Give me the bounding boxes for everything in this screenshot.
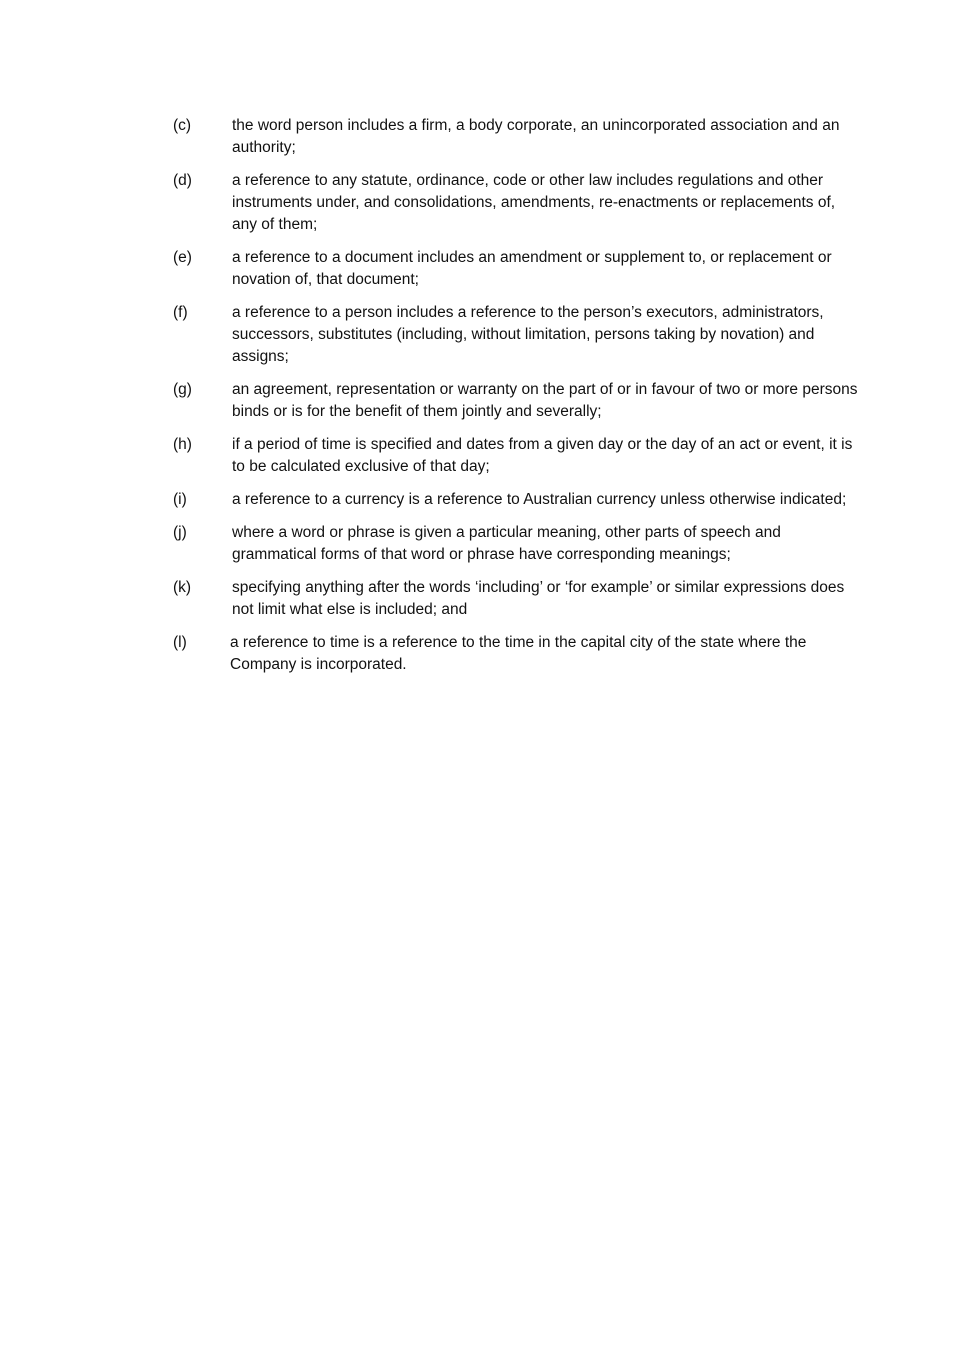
clause-text: a reference to a document includes an amendment or supplement to, or replacement or novation of, that document; xyxy=(232,249,832,288)
clause-text: a reference to a currency is a reference to Australian currency unless otherwise indicated; xyxy=(232,491,847,508)
clause-label: (l) xyxy=(173,634,187,651)
clause-item xyxy=(173,302,863,368)
clause-label: (j) xyxy=(173,524,187,541)
clause-label: (i) xyxy=(173,491,187,508)
clause-item xyxy=(173,489,863,511)
clause-label: (c) xyxy=(173,117,192,134)
clause-text: where a word or phrase is given a particular meaning, other parts of speech and grammatical forms of that word or phrase have corresponding meanings; xyxy=(232,524,781,563)
clause-text: specifying anything after the words ‘including’ or ‘for example’ or similar expressions does not limit what else is included; and xyxy=(232,579,845,618)
clause-text: the word person includes a firm, a body corporate, an unincorporated association and an authority; xyxy=(232,117,840,156)
clause-text: if a period of time is specified and dates from a given day or the day of an act or event, it is to be calculated exclusive of that day; xyxy=(232,436,853,475)
clause-label: (e) xyxy=(173,249,192,266)
clause-label: (d) xyxy=(173,172,192,189)
clause-item xyxy=(173,379,863,423)
clause-item xyxy=(173,247,863,291)
clause-item xyxy=(173,170,863,236)
clause-item xyxy=(173,434,863,478)
clause-item xyxy=(173,115,863,159)
clause-item xyxy=(173,522,863,566)
clause-label: (g) xyxy=(173,381,192,398)
clause-label: (k) xyxy=(173,579,192,596)
clause-list xyxy=(173,115,863,687)
clause-text: an agreement, representation or warranty on the part of or in favour of two or more persons binds or is for the benefit of them jointly and severally; xyxy=(232,381,858,420)
clause-item xyxy=(173,577,863,621)
clause-text: a reference to a person includes a reference to the person’s executors, administrators, successors, substitutes (including, without limitation, persons taking by novation) and assigns; xyxy=(232,304,824,365)
clause-text: a reference to time is a reference to the time in the capital city of the state where the Company is incorporated. xyxy=(230,634,807,673)
clause-item xyxy=(173,632,863,676)
clause-label: (h) xyxy=(173,436,192,453)
clause-label: (f) xyxy=(173,304,188,321)
clause-text: a reference to any statute, ordinance, code or other law includes regulations and other instruments under, and consolidations, amendments, re-enactments or replacements of, any of them; xyxy=(232,172,836,233)
